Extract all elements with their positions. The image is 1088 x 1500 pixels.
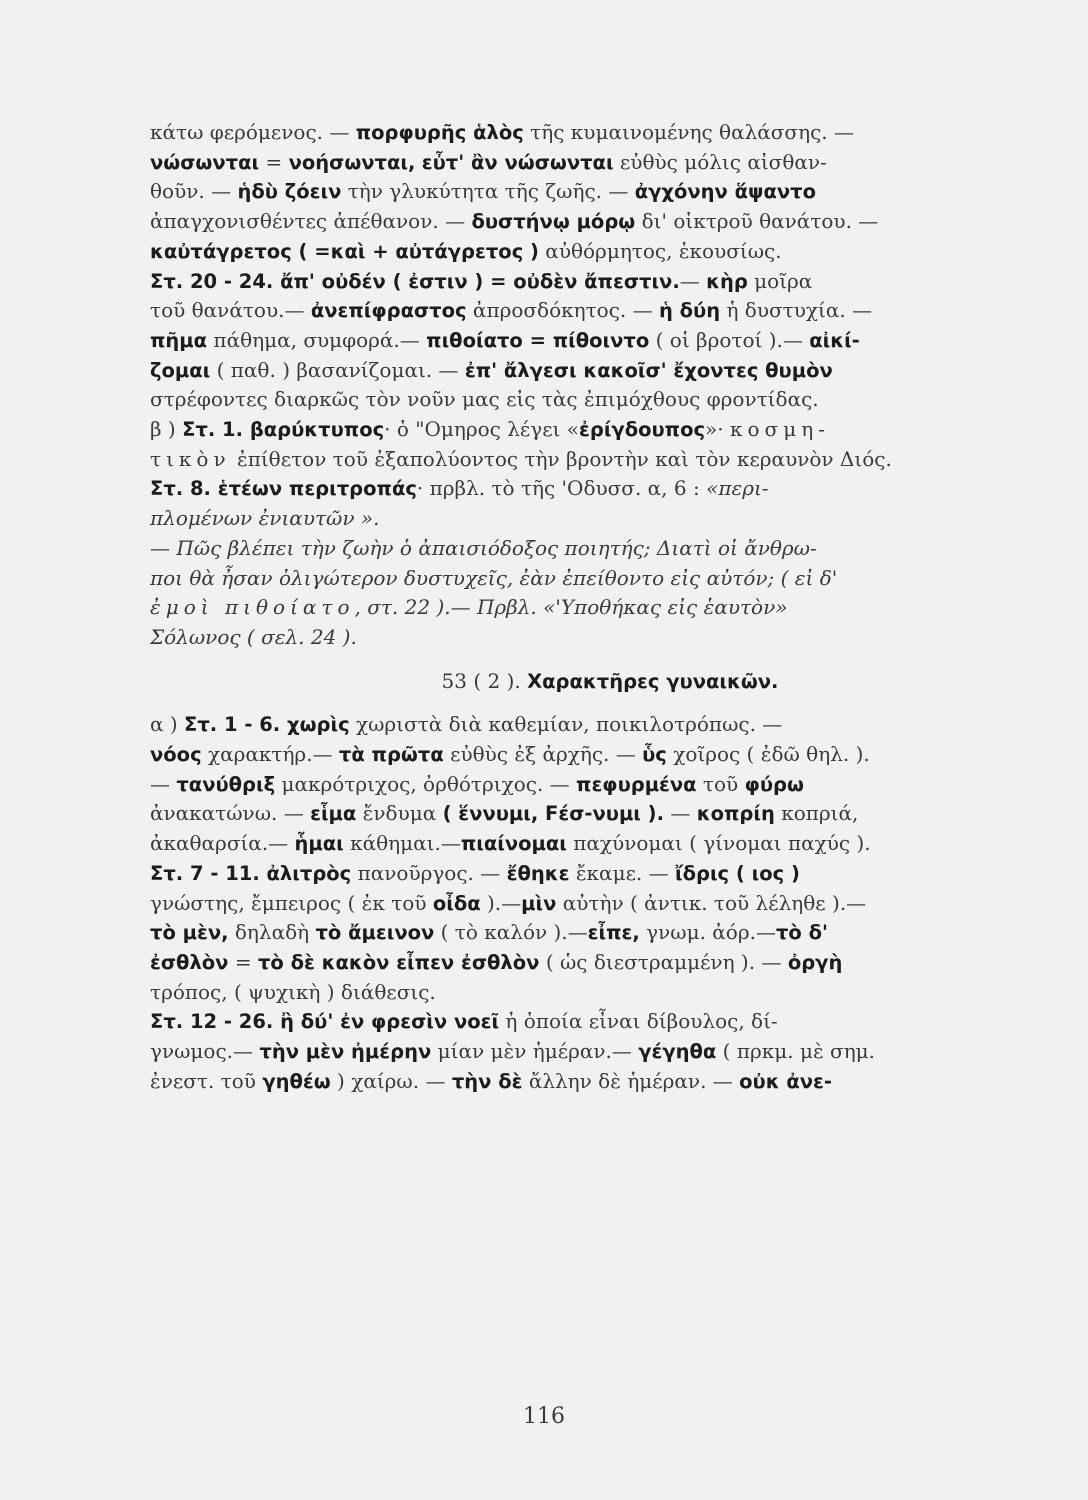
bold-term: αἰκί-	[809, 328, 860, 352]
text-span: δι' οἰκτροῦ θανάτου. —	[635, 209, 879, 234]
text-span: γνώστης, ἔμπειρος ( ἐκ τοῦ	[150, 890, 433, 915]
bold-term: Στ. 8. ἑτέων περιτροπάς	[150, 477, 417, 501]
text-span: δηλαδὴ	[228, 920, 316, 945]
text-span: ἔκαμε. —	[569, 860, 675, 885]
text-span: κάτω φερόμενος. —	[150, 120, 356, 144]
text-line	[150, 118, 1010, 148]
text-span: ἐπίθετον τοῦ ἐξαπολύοντος τὴν βροντὴν καὶ τὸν κεραυνὸν Διός.	[230, 446, 892, 471]
bold-term: ἔθηκε	[506, 861, 570, 885]
bold-term: εὖτ' ἂν νώσωνται	[421, 150, 614, 174]
text-span: ἡ ὁποία εἶναι δίβουλος, δί-	[499, 1009, 778, 1034]
text-span: αὐθόρμητος, ἑκουσίως.	[538, 238, 782, 263]
italic-text: «περι-	[706, 476, 769, 501]
bold-term: κοπρίη	[696, 802, 775, 826]
bold-term: ἐσθλὸν	[150, 950, 229, 974]
text-span: μοῖρα	[747, 268, 813, 293]
text-span: =	[259, 149, 289, 174]
text-span: χωριστὰ διὰ καθεμίαν, ποικιλοτρόπως. —	[349, 712, 783, 737]
bold-term: ἐπ' ἄλγεσι κακοῖσ' ἔχοντες θυμὸν	[464, 358, 833, 382]
text-span: γνωμος.—	[150, 1039, 260, 1064]
text-span: =	[228, 949, 258, 974]
bold-term: οἶδα	[432, 891, 481, 915]
bold-term: Στ. 7 - 11. ἀλιτρὸς	[150, 861, 352, 885]
text-line	[150, 1067, 1010, 1097]
text-line	[150, 296, 1010, 326]
bold-term: πιαίνομαι	[460, 832, 567, 856]
text-span: ἀπροσδόκητος. —	[466, 298, 659, 323]
text-line	[150, 564, 1010, 594]
text-span: κοσμη-	[730, 417, 830, 442]
text-line	[150, 445, 1010, 475]
text-line	[150, 237, 1010, 267]
text-span: ( ὡς διεστραμμένη ). —	[539, 949, 788, 974]
bold-term: τὴν μὲν ἠμέρην	[259, 1040, 432, 1064]
text-line	[150, 770, 1010, 800]
text-line	[150, 534, 1010, 564]
bold-term: ἡ δύη	[658, 299, 721, 323]
paragraph-gap	[150, 653, 1010, 667]
bold-term: ἴδρις ( ιος )	[675, 861, 800, 885]
text-span: ( πρκμ. μὲ σημ.	[716, 1039, 876, 1064]
text-line	[150, 889, 1010, 919]
bold-term: μὶν	[521, 891, 557, 915]
text-line	[150, 978, 1010, 1008]
bold-term: ἀνεπίφραστος	[310, 299, 467, 323]
text-span: —	[664, 801, 697, 826]
text-span: α )	[150, 712, 185, 737]
text-line	[150, 740, 1010, 770]
bold-term: Στ. 20 - 24. ἄπ' οὐδέν ( ἐστιν ) = οὐδὲν ἄπεστιν.	[150, 269, 680, 293]
bold-term: εἷμα	[310, 802, 357, 826]
text-span: ἀκαθαρσία.—	[150, 831, 295, 856]
bold-term: πιθοίατο = πίθοιντο	[426, 328, 650, 352]
text-span: εὐθὺς ἐξ ἀρχῆς. —	[443, 742, 643, 767]
text-span: τῆς κυμαινομένης θαλάσσης. —	[523, 120, 854, 144]
text-span: —	[150, 771, 177, 796]
bold-term: ὀργὴ	[787, 950, 843, 974]
text-span: ἀνακατώνω. —	[150, 801, 311, 826]
text-span: ( οἱ βροτοί ).—	[649, 327, 810, 352]
text-span: —	[150, 535, 177, 560]
text-span: κοπριά,	[774, 801, 859, 826]
bold-term: Χαρακτῆρες γυναικῶν.	[527, 669, 779, 693]
bold-term: νοήσωνται,	[288, 150, 416, 174]
bold-term: ὗς	[642, 743, 667, 767]
bold-term: νόος	[150, 743, 202, 767]
text-line	[150, 1037, 1010, 1067]
text-line	[150, 799, 1010, 829]
text-line	[150, 829, 1010, 859]
bold-term: πῆμα	[150, 328, 208, 352]
text-span: ἔνδυμα	[356, 801, 443, 826]
text-span: ( τὸ καλόν ).—	[434, 920, 588, 945]
bold-term: τὸ δὲ κακὸν εἶπεν ἐσθλὸν	[257, 950, 540, 974]
text-span: 53 ( 2 ).	[441, 668, 528, 693]
bold-term: κὴρ	[706, 269, 748, 293]
bold-term: φύρω	[744, 772, 804, 796]
text-line	[150, 593, 1010, 623]
bold-term: ζομαι	[150, 358, 211, 382]
text-span: »·	[705, 417, 730, 442]
bold-term: δυστήνῳ μόρῳ	[471, 210, 636, 234]
text-span: γνωμ. ἀόρ.—	[639, 920, 776, 945]
text-line	[150, 326, 1010, 356]
text-line	[150, 148, 1010, 178]
bold-term: γηθέω	[262, 1069, 331, 1093]
bold-term: Στ. 12 - 26. ἢ δύ' ἐν φρεσὶν νοεῖ	[150, 1010, 500, 1034]
page-number: 116	[523, 1404, 565, 1429]
bold-term: νώσωνται	[150, 150, 260, 174]
text-line	[150, 504, 1010, 534]
text-line	[150, 356, 1010, 386]
bold-term: ἐρίγδουπος	[579, 418, 706, 442]
text-span: ) χαίρω. —	[330, 1068, 452, 1093]
bold-term: ἡδὺ ζόειν	[237, 180, 342, 204]
text-span: τικὸν	[150, 446, 231, 471]
text-span: τοῦ	[696, 771, 745, 796]
italic-text: πλομένων ἐνιαυτῶν ».	[150, 506, 380, 531]
text-span: μακρότριχος, ὀρθότριχος. —	[275, 771, 577, 796]
italic-text: , στ. 22 ).— Πρβλ. «'Υποθήκας εἰς ἑαυτὸν»	[354, 595, 788, 620]
bold-term: ἀγχόνην ἅψαντο	[634, 180, 817, 204]
bold-term: οὐκ ἀνε-	[739, 1069, 832, 1093]
text-span: εὐθὺς μόλις αἰσθαν-	[613, 149, 827, 174]
text-span: παχύνομαι ( γίνομαι παχύς ).	[566, 831, 871, 856]
text-span: κάθημαι.—	[343, 831, 461, 856]
italic-text: ἐμοὶ πιθοίατο	[150, 595, 355, 620]
text-line	[150, 859, 1010, 889]
bold-term: πορφυρῆς ἁλὸς	[355, 121, 524, 144]
text-span: στρέφοντες διαρκῶς τὸν νοῦν μας εἰς τὰς ἐπιμόχθους φροντίδας.	[150, 387, 819, 412]
text-span: ἄλλην δὲ ἡμέραν. —	[522, 1068, 740, 1093]
text-span: τοῦ θανάτου.—	[150, 298, 311, 323]
italic-text: Πῶς βλέπει τὴν ζωὴν ὁ ἀπαισιόδοξος ποιητής; Διατὶ οἱ ἄνθρω-	[176, 535, 817, 560]
text-line	[150, 1007, 1010, 1037]
bold-term: καὐτάγρετος ( =καὶ + αὐτάγρετος )	[150, 239, 539, 263]
text-span: χαρακτήρ.—	[201, 742, 339, 767]
bold-term: εἶπε,	[587, 921, 640, 945]
bold-term: γέγηθα	[638, 1040, 717, 1064]
text-span: χοῖρος ( ἐδῶ θηλ. ).	[666, 742, 870, 767]
bold-term: τὰ πρῶτα	[338, 743, 444, 767]
text-span: τὴν γλυκύτητα τῆς ζωῆς. —	[341, 179, 635, 204]
text-span: θοῦν. —	[150, 179, 238, 204]
text-span: ( παθ. ) βασανίζομαι. —	[210, 357, 465, 382]
page-body-text	[150, 118, 1010, 1097]
italic-text: Σόλωνος ( σελ. 24 ).	[150, 624, 357, 649]
bold-term: τὸ ἄμεινον	[315, 921, 435, 945]
bold-term: ἧμαι	[294, 832, 344, 856]
text-span: μίαν μὲν ἡμέραν.—	[431, 1039, 639, 1064]
text-line	[150, 918, 1010, 948]
text-line	[150, 385, 1010, 415]
text-span: ἐνεστ. τοῦ	[150, 1068, 263, 1093]
text-line	[150, 474, 1010, 504]
bold-term: τανύθριξ	[176, 772, 276, 796]
bold-term: τὴν δὲ	[451, 1069, 523, 1093]
text-span: · πρβλ. τὸ τῆς 'Οδυσσ. α, 6 :	[416, 476, 707, 501]
text-line	[150, 710, 1010, 740]
bold-term: Στ. 1. βαρύκτυπος	[182, 418, 385, 442]
text-span: ἀπαγχονισθέντες ἀπέθανον. —	[150, 209, 472, 234]
bold-term: ( ἕννυμι, Fέσ-νυμι ).	[442, 802, 665, 826]
paragraph-gap	[150, 696, 1010, 710]
bold-term: πεφυρμένα	[576, 772, 697, 796]
text-span: τρόπος, ( ψυχικὴ ) διάθεσις.	[150, 979, 436, 1004]
text-span: —	[679, 268, 707, 293]
bold-term: τὸ μὲν,	[150, 921, 229, 945]
text-line	[150, 415, 1010, 445]
text-span: ἡ δυστυχία. —	[720, 298, 873, 323]
italic-text: ποι θὰ ἦσαν ὀλιγώτερον δυστυχεῖς, ἐὰν ἐπείθοντο εἰς αὐτόν; ( εἰ δ'	[150, 565, 838, 590]
text-line	[150, 177, 1010, 207]
text-line	[150, 267, 1010, 297]
text-span: · ὁ "Ομηρος λέγει «	[384, 417, 579, 442]
section-heading	[150, 667, 1010, 697]
text-span: ).—	[480, 890, 522, 915]
text-line	[150, 948, 1010, 978]
text-line	[150, 207, 1010, 237]
text-span: πάθημα, συμφορά.—	[207, 327, 427, 352]
text-span: πανοῦργος. —	[351, 860, 507, 885]
text-span: β )	[150, 417, 183, 442]
text-line	[150, 623, 1010, 653]
text-span: αὐτὴν ( ἀντικ. τοῦ λέληθε ).—	[556, 890, 867, 915]
bold-term: τὸ δ'	[775, 921, 828, 945]
bold-term: Στ. 1 - 6. χωρὶς	[184, 713, 350, 737]
